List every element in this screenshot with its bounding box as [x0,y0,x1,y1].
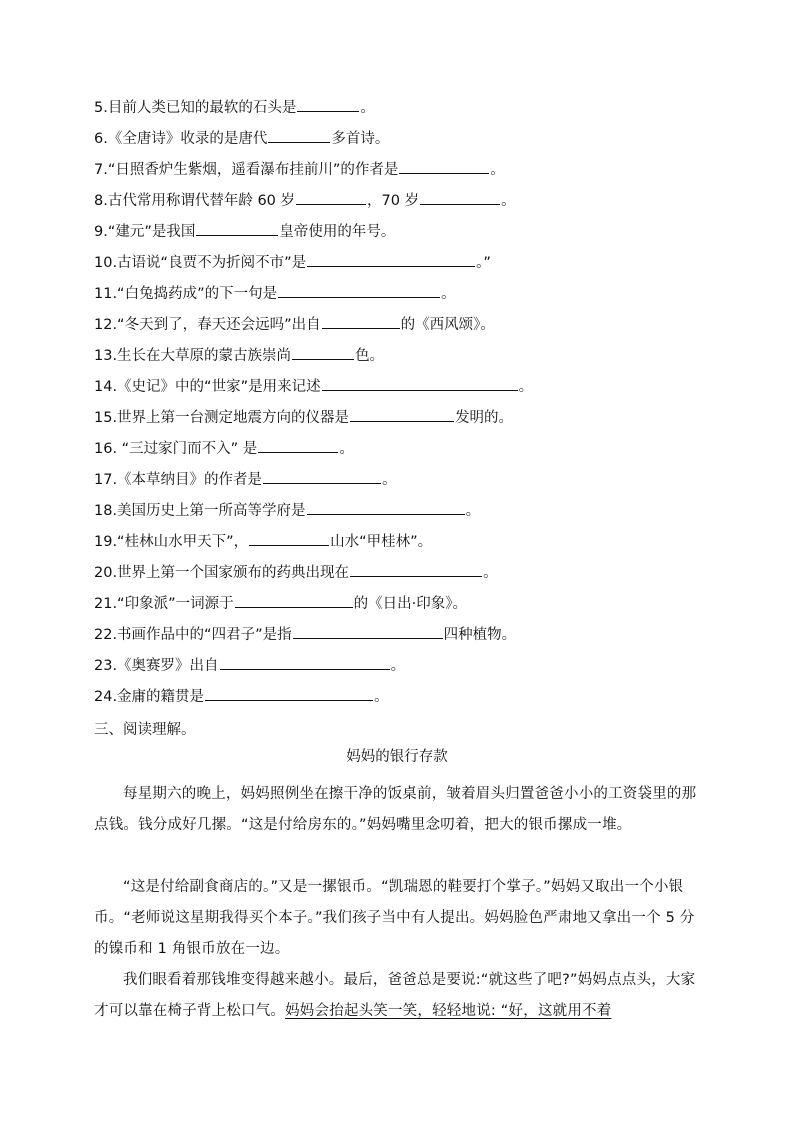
question-text: 7.“日照香炉生紫烟，遥看瀑布挂前川”的作者是 [94,162,399,178]
answer-blank[interactable] [322,314,400,329]
question-line [94,500,480,521]
question-text: 23.《奥赛罗》出自 [94,658,219,674]
question-line [94,593,467,614]
question-text: 的《日出·印象》。 [353,596,467,612]
question-text: 。 [339,441,354,457]
answer-blank[interactable] [307,500,465,515]
question-text: 。 [441,286,456,302]
answer-blank[interactable] [322,376,518,391]
paragraph-text: 我们眼看着那钱堆变得越来越小。最后，爸爸总是要说:“就这些了吧?”妈妈点点头，大家才可以靠在椅子背上松口气。 [94,972,696,1019]
question-text: ，70 岁 [367,193,420,209]
story-paragraph-2 [94,872,699,965]
question-line [94,128,389,149]
answer-blank[interactable] [350,407,454,422]
question-text: 。 [483,565,498,581]
question-line [94,531,432,552]
answer-blank[interactable] [292,345,354,360]
question-text: 。 [390,658,406,674]
question-text: 10.古语说“良贾不为折阅不市”是 [94,255,307,271]
section-heading: 三、阅读理解。 [94,722,196,738]
question-text: 21.“印象派”一词源于 [94,596,234,612]
question-text: 13.生长在大草原的蒙古族崇尚 [94,348,292,364]
answer-blank[interactable] [278,283,440,298]
question-text: 8.古代常用称谓代替年龄 60 岁 [94,193,296,209]
answer-blank[interactable] [235,593,353,608]
question-line [94,283,456,304]
question-text: 15.世界上第一台测定地震方向的仪器是 [94,410,350,426]
question-text: 。 [374,689,389,705]
question-text: 16. “三过家门而不入” 是 [94,441,258,457]
question-text: 多首诗。 [331,131,390,147]
question-text: 9.“建元”是我国 [94,224,196,240]
question-text: 色。 [355,348,385,364]
answer-blank[interactable] [350,562,482,577]
question-text: 14.《史记》中的“世家”是用来记述 [94,379,321,395]
story-paragraph-3 [94,965,699,1027]
question-line [94,345,384,366]
answer-blank[interactable] [249,531,329,546]
paragraph-text: “这是付给副食商店的。”又是一摞银币。“凯瑞恩的鞋要打个掌子。”妈妈又取出一个小银币。“老师说这星期我得买个本子。”我们孩子当中有人提出。妈妈脸色严肃地又拿出一个 5 分的镍币和 1 角银币放在一边。 [94,879,695,957]
paragraph-text: 每星期六的晚上，妈妈照例坐在擦干净的饭桌前，皱着眉头归置爸爸小小的工资袋里的那点钱。钱分成好几摞。“这是付给房东的。”妈妈嘴里念叨着，把大的银币摞成一堆。 [94,786,697,833]
question-text: 的《西风颂》。 [400,317,495,333]
question-line [94,376,533,397]
question-text: 发明的。 [455,410,514,426]
question-text: 。 [360,100,375,116]
question-line [94,252,491,273]
story-title: 妈妈的银行存款 [346,749,448,765]
question-text: 20.世界上第一个国家颁布的药典出现在 [94,565,350,581]
question-line [94,562,498,583]
question-text: 。 [501,193,516,209]
question-text: 18.美国历史上第一所高等学府是 [94,503,306,519]
question-line [94,624,516,645]
question-line [94,438,354,459]
question-text: 。 [465,503,481,519]
answer-blank[interactable] [258,438,338,453]
question-text: 17.《本草纳目》的作者是 [94,472,263,488]
question-text: 19.“桂林山水甲天下”， [94,534,249,550]
question-line [94,190,516,211]
answer-blank[interactable] [420,190,500,205]
answer-blank[interactable] [220,655,390,670]
question-text: 山水“甲桂林”。 [330,534,433,550]
underlined-sentence: 妈妈会抬起头笑一笑，轻轻地说: “好，这就用不着 [285,1003,612,1019]
question-line [94,97,375,118]
question-line [94,655,405,676]
question-line [94,221,395,242]
answer-blank[interactable] [293,624,443,639]
question-text: 12.“冬天到了，春天还会远吗”出自 [94,317,321,333]
answer-blank[interactable] [268,128,330,143]
question-text: 四种植物。 [443,627,517,643]
story-paragraph-1 [94,779,699,841]
question-text: 5.目前人类已知的最软的石头是 [94,100,297,116]
question-line [94,407,513,428]
answer-blank[interactable] [263,469,381,484]
question-line [94,686,389,707]
answer-blank[interactable] [296,190,366,205]
answer-blank[interactable] [307,252,475,267]
question-text: 皇帝使用的年号。 [279,224,396,240]
question-text: 22.书画作品中的“四君子”是指 [94,627,292,643]
question-line [94,314,495,335]
answer-blank[interactable] [297,97,359,112]
question-line [94,159,505,180]
question-text: 。 [382,472,397,488]
question-text: 24.金庸的籍贯是 [94,689,205,705]
answer-blank[interactable] [399,159,489,174]
question-text: 。” [476,255,491,271]
answer-blank[interactable] [205,686,373,701]
question-text: 11.“白兔捣药成”的下一句是 [94,286,278,302]
question-text: 6.《全唐诗》收录的是唐代 [94,131,268,147]
question-text: 。 [490,162,505,178]
answer-blank[interactable] [196,221,278,236]
question-text: 。 [518,379,534,395]
question-line [94,469,397,490]
